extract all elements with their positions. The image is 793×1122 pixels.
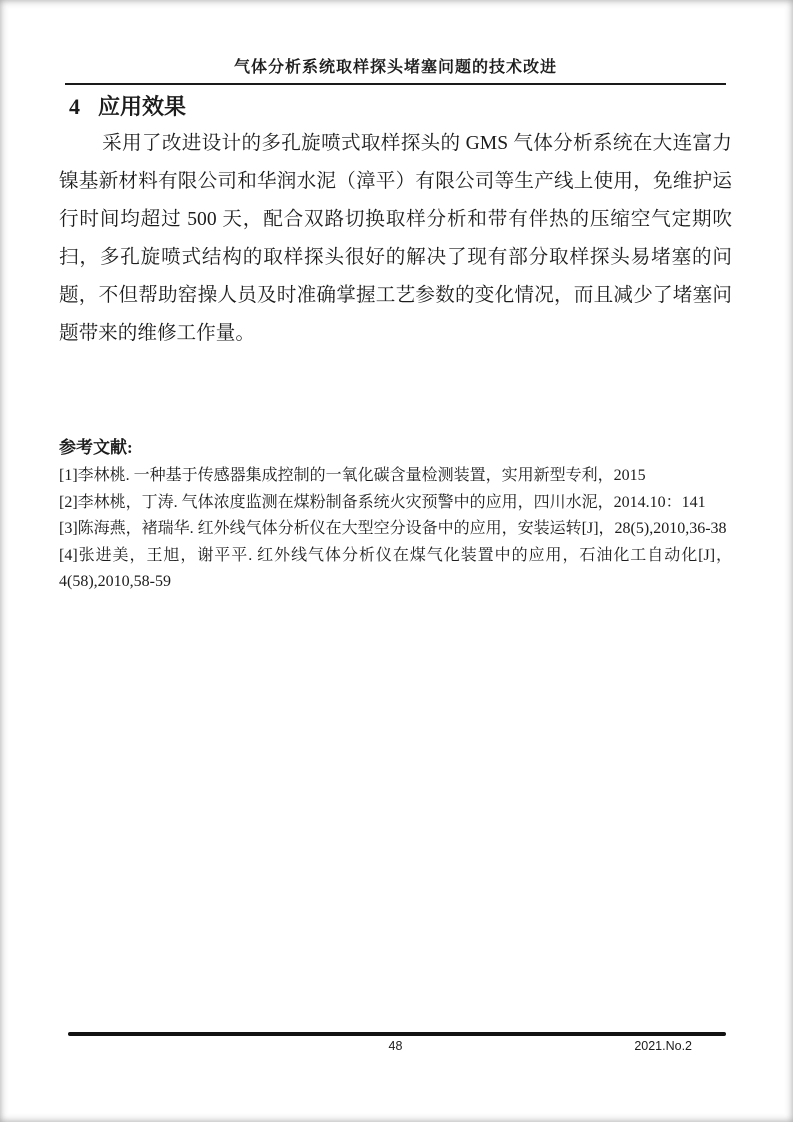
page-content <box>59 0 732 596</box>
footer-rule <box>68 1032 726 1036</box>
page-number: 48 <box>388 1039 403 1053</box>
running-title: 气体分析系统取样探头堵塞问题的技术改进 <box>233 59 557 76</box>
references-list <box>59 463 732 596</box>
reference-item: [3]陈海燕，褚瑞华. 红外线气体分析仪在大型空分设备中的应用，安装运转[J]，28(5),2010,36-38 <box>59 520 727 537</box>
footer-row <box>59 1039 732 1059</box>
section-number: 4 <box>69 94 80 119</box>
issue-number: 2021.No.2 <box>634 1039 692 1053</box>
section-title: 应用效果 <box>98 94 187 119</box>
reference-item: [4]张进美，王旭，谢平平. 红外线气体分析仪在煤气化装置中的应用，石油化工自动化[J]，4(58),2010,58-59 <box>59 546 732 590</box>
page-footer <box>59 1032 732 1059</box>
reference-item: [2]李林桃，丁涛. 气体浓度监测在煤粉制备系统火灾预警中的应用，四川水泥，2014.10：141 <box>59 493 706 511</box>
references-heading: 参考文献: <box>59 438 133 457</box>
header-rule <box>65 83 726 85</box>
reference-item: [1]李林桃. 一种基于传感器集成控制的一氧化碳含量检测装置，实用新型专利，2015 <box>59 467 646 484</box>
references-section <box>59 437 732 596</box>
section-heading <box>59 93 732 121</box>
body-paragraph: 采用了改进设计的多孔旋喷式取样探头的 GMS 气体分析系统在大连富力镍基新材料有限公司和华润水泥（漳平）有限公司等生产线上使用，免维护运行时间均超过 500 天，配合双路切换取样分析和带有伴热的压缩空气定期吹扫，多孔旋喷式结构的取样探头很好的解决了现有部分取样探头易堵塞的问题，不但帮助窑操人员及时准确掌握工艺参数的变化情况，而且减少了堵塞问题带来的维修工作量。 <box>59 133 732 344</box>
